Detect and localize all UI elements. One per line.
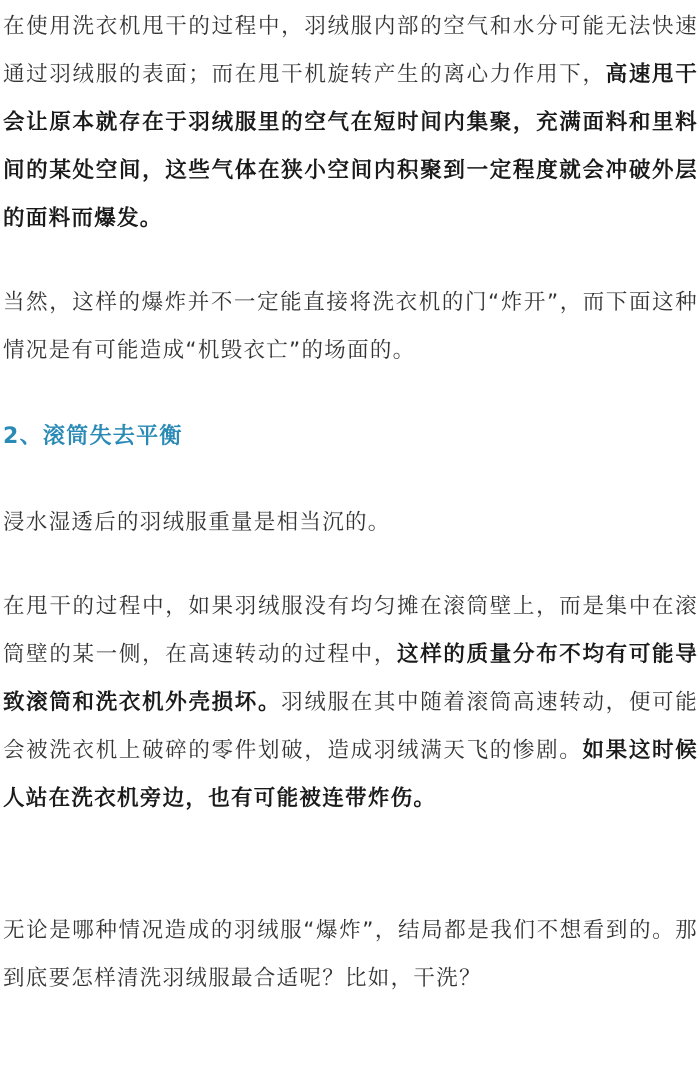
paragraph-text: 在使用洗衣机甩干的过程中，羽绒服内部的空气和水分可能无法快速通过羽绒服的表面；而在甩干机旋转产生的离心力作用下， bbox=[3, 14, 698, 87]
paragraph-emphasis: 这样的质量分布不均有可能导致滚筒和洗衣机外壳损坏。 bbox=[3, 642, 698, 715]
section-heading-drum-imbalance: 2、滚筒失去平衡 bbox=[3, 424, 183, 449]
paragraph-wet-weight bbox=[3, 499, 698, 547]
paragraph-spin-dry-air bbox=[3, 3, 698, 243]
paragraph-explosion-note bbox=[3, 279, 698, 375]
paragraph-uneven-distribution bbox=[3, 583, 698, 823]
paragraph-text: 羽绒服在其中随着滚筒高速转动，便可能会被洗衣机上破碎的零件划破，造成羽绒满天飞的惨剧。 bbox=[3, 690, 698, 763]
paragraph-emphasis: 高速甩干会让原本就存在于羽绒服里的空气在短时间内集聚，充满面料和里料间的某处空间，这些气体在狭小空间内积聚到一定程度就会冲破外层的面料而爆发。 bbox=[3, 62, 698, 231]
paragraph-text: 当然，这样的爆炸并不一定能直接将洗衣机的门“炸开”，而下面这种情况是有可能造成“机毁衣亡”的场面的。 bbox=[3, 290, 698, 363]
paragraph-text: 浸水湿透后的羽绒服重量是相当沉的。 bbox=[3, 510, 391, 535]
paragraph-text: 无论是哪种情况造成的羽绒服“爆炸”，结局都是我们不想看到的。那到底要怎样清洗羽绒服最合适呢？比如，干洗？ bbox=[3, 918, 698, 991]
paragraph-text: 在甩干的过程中，如果羽绒服没有均匀摊在滚筒壁上，而是集中在滚筒壁的某一侧，在高速转动的过程中， bbox=[3, 594, 698, 667]
paragraph-emphasis: 如果这时候人站在洗衣机旁边，也有可能被连带炸伤。 bbox=[3, 738, 698, 811]
paragraph-conclusion bbox=[3, 907, 698, 1003]
